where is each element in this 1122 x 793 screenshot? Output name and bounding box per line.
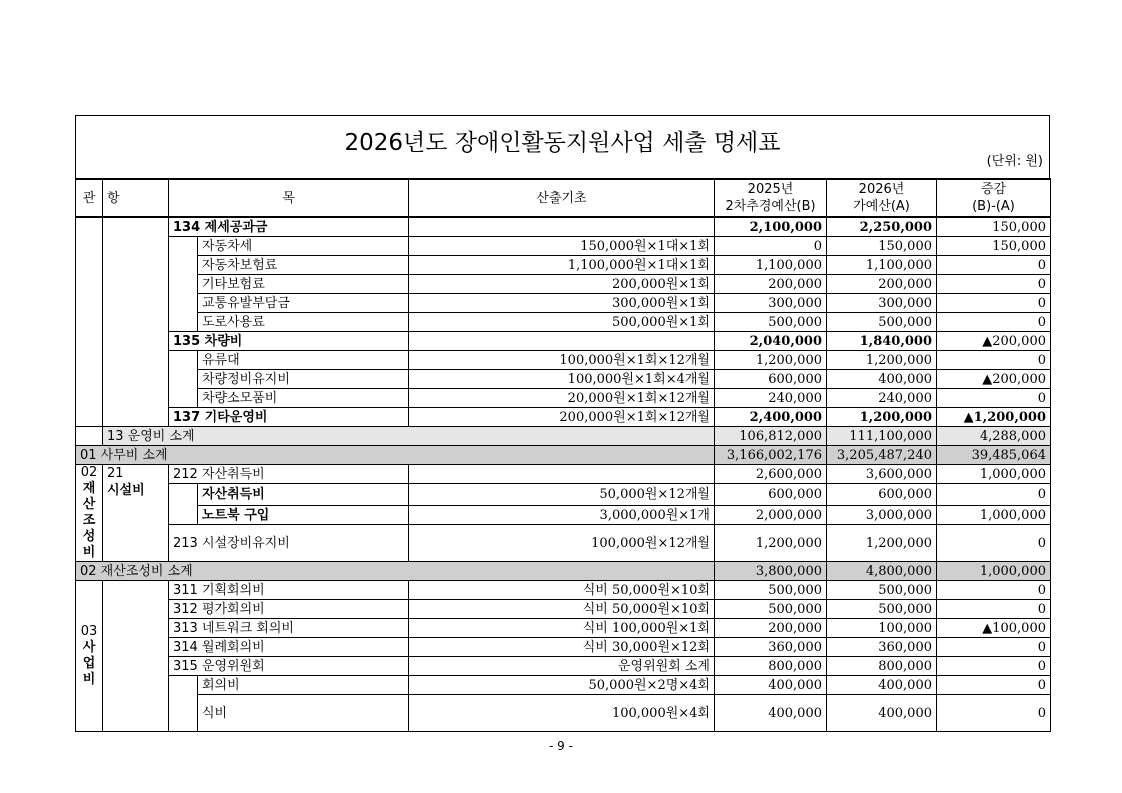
expenditure-table	[75, 178, 1051, 732]
budget-a-cell: 240,000	[827, 389, 937, 408]
table-row	[76, 217, 1051, 237]
basis-cell: 200,000원×1회×12개월	[409, 408, 715, 427]
table-row	[76, 351, 1051, 370]
basis-cell: 50,000원×2명×4회	[409, 676, 715, 695]
budget-b-cell: 600,000	[715, 484, 827, 506]
budget-a-cell: 400,000	[827, 695, 937, 732]
diff-cell: 39,485,064	[937, 446, 1051, 465]
item-label: 도로사용료	[198, 313, 409, 332]
gwan-cell-01	[76, 217, 103, 427]
budget-a-cell: 4,800,000	[827, 562, 937, 581]
budget-a-cell: 200,000	[827, 275, 937, 294]
diff-cell: ▲200,000	[937, 332, 1051, 351]
item-label: 유류대	[198, 351, 409, 370]
table-row	[76, 370, 1051, 389]
basis-cell: 3,000,000원×1개	[409, 506, 715, 525]
budget-b-cell: 1,100,000	[715, 256, 827, 275]
header-mok: 목	[169, 179, 409, 217]
budget-b-cell: 300,000	[715, 294, 827, 313]
diff-cell: 0	[937, 275, 1051, 294]
budget-a-cell: 1,840,000	[827, 332, 937, 351]
basis-cell: 500,000원×1회	[409, 313, 715, 332]
diff-cell: ▲100,000	[937, 619, 1051, 638]
mok-label: 212 자산취득비	[169, 465, 409, 484]
mok-label: 311 기획회의비	[169, 581, 409, 600]
budget-b-cell: 2,040,000	[715, 332, 827, 351]
mok-label: 315 운영위원회	[169, 657, 409, 676]
item-label: 노트북 구입	[198, 506, 409, 525]
header-basis: 산출기초	[409, 179, 715, 217]
basis-cell: 운영위원회 소계	[409, 657, 715, 676]
subtotal-label: 02 재산조성비 소계	[76, 562, 715, 581]
table-row	[76, 256, 1051, 275]
diff-cell: 150,000	[937, 217, 1051, 237]
budget-b-cell: 0	[715, 237, 827, 256]
mok-label: 312 평가회의비	[169, 600, 409, 619]
item-label: 기타보험료	[198, 275, 409, 294]
budget-b-cell: 500,000	[715, 313, 827, 332]
subtotal-label: 01 사무비 소계	[76, 446, 715, 465]
subtotal-row-02	[76, 562, 1051, 581]
diff-cell: 0	[937, 657, 1051, 676]
basis-cell: 식비 50,000원×10회	[409, 600, 715, 619]
item-label: 식비	[198, 695, 409, 732]
budget-b-cell: 400,000	[715, 676, 827, 695]
budget-b-cell: 2,400,000	[715, 408, 827, 427]
item-label: 자산취득비	[198, 484, 409, 506]
basis-cell: 식비 100,000원×1회	[409, 619, 715, 638]
budget-a-cell: 360,000	[827, 638, 937, 657]
subtotal-row-01	[76, 446, 1051, 465]
budget-b-cell: 200,000	[715, 619, 827, 638]
indent-cell	[169, 351, 198, 408]
table-row	[76, 389, 1051, 408]
header-diff: 증감 (B)-(A)	[937, 179, 1051, 217]
basis-cell: 1,100,000원×1대×1회	[409, 256, 715, 275]
diff-cell: 0	[937, 256, 1051, 275]
table-row	[76, 695, 1051, 732]
diff-cell: 0	[937, 389, 1051, 408]
table-row	[76, 313, 1051, 332]
hang-cell-31	[103, 581, 169, 732]
basis-cell: 20,000원×1회×12개월	[409, 389, 715, 408]
basis-cell	[409, 217, 715, 237]
item-label: 회의비	[198, 676, 409, 695]
mok-label: 135 차량비	[169, 332, 409, 351]
header-2026-budget: 2026년 가예산(A)	[827, 179, 937, 217]
budget-a-cell: 800,000	[827, 657, 937, 676]
item-label: 교통유발부담금	[198, 294, 409, 313]
basis-cell: 식비 50,000원×10회	[409, 581, 715, 600]
diff-cell: 0	[937, 676, 1051, 695]
budget-b-cell: 2,000,000	[715, 506, 827, 525]
budget-b-cell: 3,166,002,176	[715, 446, 827, 465]
budget-a-cell: 2,250,000	[827, 217, 937, 237]
mok-label: 137 기타운영비	[169, 408, 409, 427]
diff-cell: 0	[937, 600, 1051, 619]
budget-a-cell: 1,200,000	[827, 525, 937, 562]
diff-cell: 0	[937, 525, 1051, 562]
table-row	[76, 506, 1051, 525]
budget-a-cell: 500,000	[827, 600, 937, 619]
diff-cell: 0	[937, 484, 1051, 506]
mok-label: 313 네트워크 회의비	[169, 619, 409, 638]
subtotal-row-13	[76, 427, 1051, 446]
budget-a-cell: 3,600,000	[827, 465, 937, 484]
diff-cell: ▲1,200,000	[937, 408, 1051, 427]
budget-a-cell: 1,200,000	[827, 408, 937, 427]
budget-b-cell: 500,000	[715, 581, 827, 600]
basis-cell: 50,000원×12개월	[409, 484, 715, 506]
unit-label: (단위: 원)	[986, 154, 1043, 169]
budget-a-cell: 400,000	[827, 676, 937, 695]
basis-cell: 식비 30,000원×12회	[409, 638, 715, 657]
document-title: 2026년도 장애인활동지원사업 세출 명세표	[344, 130, 781, 156]
budget-b-cell: 2,100,000	[715, 217, 827, 237]
mok-label: 213 시설장비유지비	[169, 525, 409, 562]
table-row	[76, 619, 1051, 638]
table-row	[76, 465, 1051, 484]
table-row	[76, 581, 1051, 600]
budget-b-cell: 240,000	[715, 389, 827, 408]
mok-label: 314 월례회의비	[169, 638, 409, 657]
subtotal-label: 13 운영비 소계	[103, 427, 715, 446]
table-row	[76, 332, 1051, 351]
table-row	[76, 275, 1051, 294]
basis-cell	[409, 465, 715, 484]
hang-cell-13	[103, 217, 169, 427]
budget-b-cell: 1,200,000	[715, 351, 827, 370]
budget-a-cell: 500,000	[827, 581, 937, 600]
diff-cell: 1,000,000	[937, 465, 1051, 484]
basis-cell: 100,000원×1회×4개월	[409, 370, 715, 389]
diff-cell: 0	[937, 581, 1051, 600]
basis-cell	[409, 332, 715, 351]
basis-cell: 100,000원×12개월	[409, 525, 715, 562]
budget-a-cell: 1,200,000	[827, 351, 937, 370]
budget-a-cell: 111,100,000	[827, 427, 937, 446]
basis-cell: 100,000원×4회	[409, 695, 715, 732]
header-2025-budget: 2025년 2차추경예산(B)	[715, 179, 827, 217]
budget-b-cell: 600,000	[715, 370, 827, 389]
table-row	[76, 237, 1051, 256]
basis-cell: 100,000원×1회×12개월	[409, 351, 715, 370]
budget-a-cell: 300,000	[827, 294, 937, 313]
budget-a-cell: 500,000	[827, 313, 937, 332]
table-row	[76, 676, 1051, 695]
title-box	[75, 115, 1050, 178]
mok-label: 134 제세공과금	[169, 217, 409, 237]
table-row	[76, 657, 1051, 676]
indent-cell	[169, 676, 198, 732]
budget-a-cell: 100,000	[827, 619, 937, 638]
budget-b-cell: 500,000	[715, 600, 827, 619]
indent-cell	[169, 484, 198, 525]
budget-sheet	[75, 115, 1050, 732]
diff-cell: 0	[937, 695, 1051, 732]
budget-a-cell: 1,100,000	[827, 256, 937, 275]
basis-cell: 300,000원×1회	[409, 294, 715, 313]
indent-cell	[169, 237, 198, 332]
table-row	[76, 484, 1051, 506]
diff-cell: 150,000	[937, 237, 1051, 256]
page-number: - 9 -	[549, 739, 573, 753]
header-gwan: 관	[76, 179, 103, 217]
hang-cell-21: 21 시설비	[103, 465, 169, 562]
diff-cell: 4,288,000	[937, 427, 1051, 446]
budget-a-cell: 3,000,000	[827, 506, 937, 525]
table-row	[76, 408, 1051, 427]
gwan-cell-03: 03 사 업 비	[76, 581, 103, 732]
diff-cell: ▲200,000	[937, 370, 1051, 389]
diff-cell: 0	[937, 638, 1051, 657]
gwan-cell-02: 02 재 산 조 성 비	[76, 465, 103, 562]
item-label: 자동차세	[198, 237, 409, 256]
gwan-cell-01-cont	[76, 427, 103, 446]
budget-b-cell: 400,000	[715, 695, 827, 732]
table-row	[76, 638, 1051, 657]
budget-b-cell: 2,600,000	[715, 465, 827, 484]
diff-cell: 0	[937, 313, 1051, 332]
table-row	[76, 294, 1051, 313]
budget-b-cell: 800,000	[715, 657, 827, 676]
item-label: 자동차보험료	[198, 256, 409, 275]
budget-a-cell: 600,000	[827, 484, 937, 506]
diff-cell: 1,000,000	[937, 562, 1051, 581]
item-label: 차량소모품비	[198, 389, 409, 408]
diff-cell: 1,000,000	[937, 506, 1051, 525]
budget-b-cell: 106,812,000	[715, 427, 827, 446]
budget-a-cell: 400,000	[827, 370, 937, 389]
budget-b-cell: 1,200,000	[715, 525, 827, 562]
budget-b-cell: 200,000	[715, 275, 827, 294]
header-row	[76, 179, 1051, 217]
budget-b-cell: 3,800,000	[715, 562, 827, 581]
item-label: 차량정비유지비	[198, 370, 409, 389]
diff-cell: 0	[937, 294, 1051, 313]
basis-cell: 200,000원×1회	[409, 275, 715, 294]
table-row	[76, 525, 1051, 562]
budget-b-cell: 360,000	[715, 638, 827, 657]
budget-a-cell: 3,205,487,240	[827, 446, 937, 465]
diff-cell: 0	[937, 351, 1051, 370]
basis-cell: 150,000원×1대×1회	[409, 237, 715, 256]
header-hang: 항	[103, 179, 169, 217]
budget-a-cell: 150,000	[827, 237, 937, 256]
table-row	[76, 600, 1051, 619]
